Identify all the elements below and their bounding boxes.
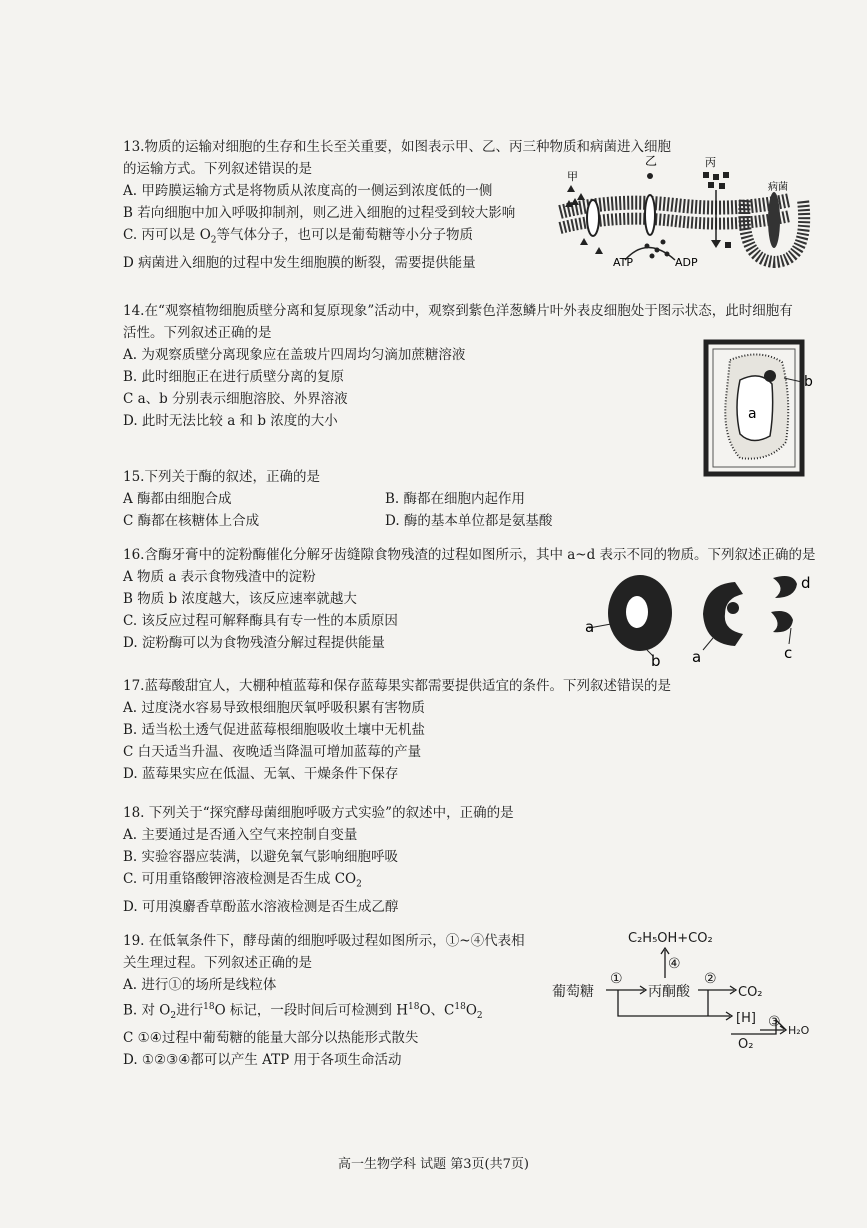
q18-option-d: D. 可用溴麝香草酚蓝水溶液检测是否生成乙醇 (123, 898, 399, 915)
q15-option-d: D. 酶的基本单位都是氨基酸 (385, 513, 553, 529)
label-ethanol-co2: C₂H₅OH+CO₂ (628, 931, 713, 946)
enzyme-reaction-figure (585, 568, 825, 668)
label-process-4: ④ (668, 956, 681, 972)
label-water: H₂O (788, 1024, 810, 1037)
nucleus (764, 370, 776, 382)
q14-option-b: B. 此时细胞正在进行质壁分离的复原 (123, 369, 345, 385)
q14-stem-line1: 14.在“观察植物细胞质壁分离和复原现象”活动中，观察到紫色洋葱鳞片叶外表皮细胞处于图示状态，此时细胞有 (123, 303, 793, 319)
label-nadh: [H] (736, 1011, 756, 1026)
q13-option-d: D 病菌进入细胞的过程中发生细胞膜的断裂，需要提供能量 (123, 254, 476, 271)
membrane-transport-figure (555, 150, 845, 270)
q19-option-d: D. ①②③④都可以产生 ATP 用于各项生命活动 (123, 1052, 402, 1069)
q18-stem: 18. 下列关于“探究酵母菌细胞呼吸方式实验”的叙述中，正确的是 (123, 805, 514, 821)
q13-option-b: B 若向细胞中加入呼吸抑制剂，则乙进入细胞的过程受到较大影响 (123, 205, 516, 221)
q18-option-a: A. 主要通过是否通入空气来控制自变量 (123, 827, 358, 843)
q16-option-b: B 物质 b 浓度越大，该反应速率就越大 (123, 591, 357, 607)
q17-option-c: C 白天适当升温、夜晚适当降温可增加蓝莓的产量 (123, 744, 422, 760)
enzyme-with-product (703, 582, 743, 646)
q18-option-b: B. 实验容器应装满，以避免氧气影响细胞呼吸 (123, 849, 399, 865)
label-b: b (804, 374, 813, 390)
q19-stem-line1: 19. 在低氧条件下，酵母菌的细胞呼吸过程如图所示，①~④代表相 (123, 933, 525, 949)
product-d (773, 576, 797, 598)
q19-option-a: A. 进行①的场所是线粒体 (123, 977, 277, 993)
q13-option-a: A. 甲跨膜运输方式是将物质从浓度高的一侧运到浓度低的一侧 (123, 183, 493, 199)
label-process-3: ③ (768, 1014, 781, 1030)
question-18 (123, 802, 514, 918)
label-bing: 丙 (705, 156, 716, 169)
label-atp: ATP (613, 256, 634, 269)
q13-stem-line1: 13.物质的运输对细胞的生存和生长至关重要，如图表示甲、乙、丙三种物质和病菌进入细胞 (123, 139, 671, 155)
label-adp: ADP (675, 256, 698, 269)
label-o2: O₂ (738, 1037, 754, 1052)
q19-option-c: C ①④过程中葡萄糖的能量大部分以热能形式散失 (123, 1030, 419, 1047)
label-b1: b (651, 652, 661, 668)
pathogen (768, 192, 780, 248)
plasmolysis-cell-figure (700, 338, 818, 478)
q14-option-a: A. 为观察质壁分离现象应在盖玻片四周均匀滴加蔗糖溶液 (123, 347, 466, 363)
q15-option-a: A 酶都由细胞合成 (123, 491, 232, 507)
page-footer: 高一生物学科 试题 第3页(共7页) (338, 1157, 529, 1172)
q16-option-a: A 物质 a 表示食物残渣中的淀粉 (123, 569, 316, 585)
q16-option-c: C. 该反应过程可解释酶具有专一性的本质原因 (123, 613, 398, 629)
q17-option-d: D. 蓝莓果实应在低温、无氧、干燥条件下保存 (123, 766, 399, 782)
q19-option-b: B. 对 $O_2$进行$^{18}$O 标记，一段时间后可检测到 $H^{18}O$、$C^{18}O_2$ (123, 1002, 483, 1022)
q14-stem-line2: 活性。下列叙述正确的是 (123, 325, 272, 341)
q15-option-c: C 酶都在核糖体上合成 (123, 513, 260, 529)
q17-stem: 17.蓝莓酸甜宜人，大棚种植蓝莓和保存蓝莓果实都需要提供适宜的条件。下列叙述错误的是 (123, 678, 671, 694)
label-a1: a (585, 618, 595, 636)
q14-option-c: C a、b 分别表示细胞溶胶、外界溶液 (123, 391, 348, 407)
q17-option-a: A. 过度浇水容易导致根细胞厌氧呼吸积累有害物质 (123, 700, 425, 716)
carrier-protein-yi (645, 195, 655, 235)
q15-option-b: B. 酶都在细胞内起作用 (385, 491, 526, 507)
q13-option-c: C. 丙可以是 $O_2$等气体分子，也可以是葡萄糖等小分子物质 (123, 227, 474, 246)
q13-stem-line2: 的运输方式。下列叙述错误的是 (123, 161, 312, 177)
label-c: c (784, 644, 793, 662)
label-glucose: 葡萄糖 (552, 984, 594, 1000)
label-pyruvate: 丙酮酸 (648, 984, 690, 1000)
label-bingjun: 病菌 (768, 182, 788, 193)
label-a: a (748, 406, 757, 422)
q18-option-c: C. 可用重铬酸钾溶液检测是否生成 $CO_2$ (123, 871, 362, 890)
label-process-2: ② (704, 971, 717, 987)
label-process-1: ① (610, 971, 623, 987)
channel-protein-jia (587, 200, 599, 236)
q16-option-d: D. 淀粉酶可以为食物残渣分解过程提供能量 (123, 635, 385, 651)
q14-option-d: D. 此时无法比较 a 和 b 浓度的大小 (123, 413, 338, 429)
product-c (771, 611, 793, 632)
question-14 (123, 300, 793, 432)
label-yi: 乙 (645, 154, 658, 168)
question-19 (123, 930, 525, 1071)
q15-stem: 15.下列关于酶的叙述，正确的是 (123, 469, 320, 485)
label-jia: 甲 (567, 170, 578, 183)
question-17 (123, 675, 671, 785)
q17-option-b: B. 适当松土透气促进蓝莓根细胞吸收土壤中无机盐 (123, 722, 426, 738)
question-15 (123, 466, 685, 532)
label-d: d (801, 574, 811, 592)
q19-stem-line2: 关生理过程。下列叙述正确的是 (123, 955, 312, 971)
label-a2: a (692, 648, 702, 666)
yeast-respiration-flowchart (548, 926, 810, 1056)
q16-stem: 16.含酶牙膏中的淀粉酶催化分解牙齿缝隙食物残渣的过程如图所示，其中 a~d 表示不同的物质。下列叙述正确的是 (123, 547, 816, 563)
label-co2: CO₂ (738, 985, 763, 1000)
